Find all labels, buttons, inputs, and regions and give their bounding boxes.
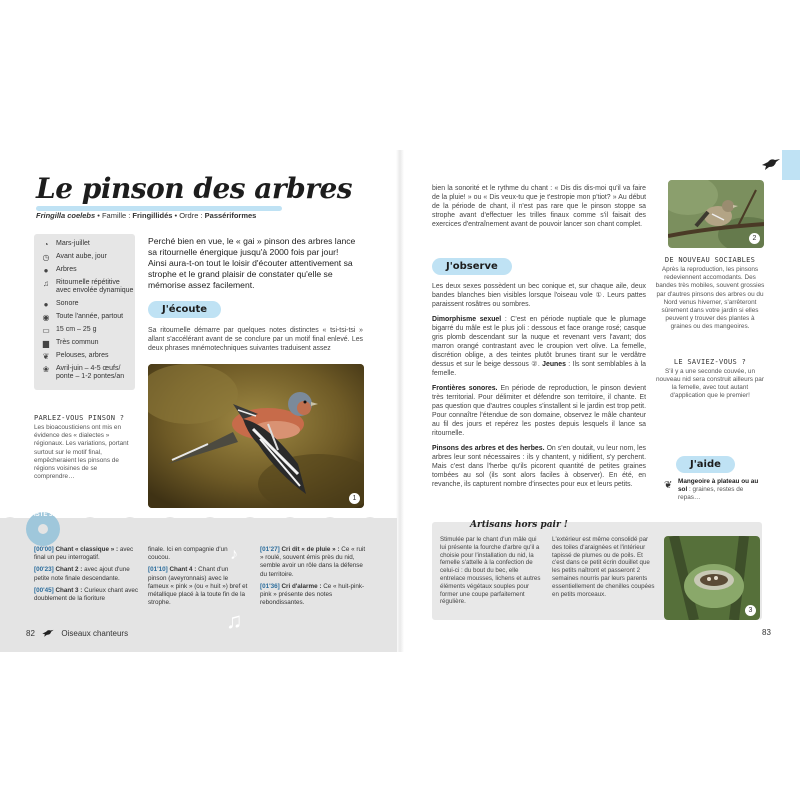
music-notes-icon: ♫ [226,608,243,633]
aide-text [678,478,764,503]
fact-text: Pelouses, arbres [56,352,109,359]
right-sidebar [655,256,765,400]
artisans-col-2: L'extérieur est même consolidé par des toiles d'araignées et l'intérieur tapissé de plumes ou de poils. Et c'est dans ce petit écrin douillet que les petits naîtront et passeront 2 semaines nourris par leurs parents essentiellement de chenilles coupées en petits morceaux. [552,536,655,598]
observe-heading: J'observe [432,258,512,275]
music-note-icon: ♫ [43,279,49,288]
fact-item [40,279,136,295]
track-label: Chant 3 : [55,586,83,594]
track-desc: finale. Ici en compagnie d'un coucou. [148,546,228,562]
artisans-title: Artisans hors pair ! [470,520,568,530]
fact-item [40,300,136,309]
photo-female-chaffinch [668,180,764,248]
photo-number: 3 [745,605,756,616]
track-label: Cri d'alarme : [281,582,322,590]
dimorphism-paragraph [432,315,646,378]
taxonomy-sep: • Famille : [95,211,133,220]
track-label: Chant « classique » : [55,546,119,553]
section-name: Oiseaux chanteurs [61,629,129,639]
paragraph-title: Dimorphisme sexuel [432,316,502,323]
track-timecode: [01'36] [260,582,280,590]
track-timecode: [00'00] [34,546,54,553]
track-desc: Curieux chant avec doublement de la fioriture [34,586,139,603]
observe-paragraph: Les deux sexes possèdent un bec conique et, sur chaque aile, deux bandes blanches bien visibles lorsque l'oiseau vole ①. Leurs pattes paraissent rosâtres ou sombres. [432,283,646,308]
ruler-icon: ▭ [42,326,50,335]
fact-text: Mars-juillet [56,240,90,247]
chant-continuation-text: bien la sonorité et le rythme du chant : « Dis dis dis-moi qu'il va faire de la pluie! » ou « Dis veux-tu que je t'estropie mon p'tiot? » Au début de la période de chant, il n'est pas rare que le pinson stoppe sa strophe avant d'effectuer les trilles finaux comme s'il faisait des exercices d'entraînement avant de pouvoir lancer son chant complet. [432,185,646,228]
fact-item [40,326,136,335]
fact-text: Avant aube, jour [56,253,107,260]
herbes-paragraph [432,444,646,489]
grain-icon: ❦ [664,480,673,491]
dialect-sidebar [34,414,134,481]
bird-silhouette-icon [760,156,782,177]
fact-item [40,339,136,348]
nest-icon: ❀ [42,365,50,374]
fact-text: Toute l'année, partout [56,313,124,320]
aide-bold: Mangeoire à plateau ou au sol [678,478,759,494]
paragraph-title: Frontières sonores. [432,385,498,392]
fact-text: 15 cm – 25 g [56,326,97,333]
photo-number: 1 [349,493,360,504]
track-label: Chant 2 : [55,566,83,574]
fact-box [34,234,135,390]
fact-item [40,240,136,249]
paragraph-body: : Ils sont semblables à la femelle. [432,361,646,377]
track-desc: Chant d'un pinson (aveyronnais) avec le fameux « pink » (ou « huit ») bref et métallique placé à la toute fin de la strophe. [148,566,248,607]
observe-section [432,282,646,489]
track-desc: Ce « huit-pink-pink » présente des notes rebondissantes. [260,582,365,607]
order-name: Passériformes [204,211,257,220]
track-item[interactable] [148,566,248,607]
aide-body: : graines, restes de repas… [678,486,744,502]
track-item[interactable] [34,566,140,582]
fact-text: Très commun [56,339,99,346]
page-title: Le pinson des arbres [36,172,353,205]
ecoute-heading: J'écoute [148,301,221,318]
taxonomy-sep-2: • Ordre : [172,211,205,220]
fact-item [40,253,136,262]
track-desc: avec ajout d'une petite note finale descendante. [34,566,130,582]
fact-text: Avril-juin – 4-5 œufs/ ponte – 1-2 pontes/an [56,365,125,380]
taxonomy-line [36,211,256,220]
signal-icon: ◔ [43,240,49,249]
tracks-column-3 [260,546,366,607]
clock-icon: ◷ [42,253,50,262]
photo-nest [664,536,760,620]
saviez-vous-text: S'il y a une seconde couvée, un nouveau nid sera construit ailleurs par la femelle, avec tout autant d'application que le premier! [656,367,764,400]
aide-heading: J'aide [676,456,735,473]
track-timecode: [01'10] [148,566,168,574]
fact-text: Arbres [56,266,77,273]
track-timecode: [01'27] [260,546,280,553]
saviez-vous-heading: LE SAVIEZ-VOUS ? [673,357,747,366]
page-number-left: 82 [26,629,35,639]
paragraph-title: Pinsons des arbres et des herbes. [432,445,545,452]
track-item[interactable] [34,546,140,562]
intro-paragraph: Perché bien en vue, le « gai » pinson des arbres lance sa ritournelle énergique jusqu'à 2000 fois par jour! Ainsi aura-t-on tout le loisir d'écouter attentivement sa strophe et le grand plaisir de constater qu'elle se mémorise assez facilement. [148,236,356,290]
track-timecode: [00'45] [34,586,54,594]
bird-footer-icon [40,628,56,640]
tracks-column-1 [34,546,140,603]
page-number-right: 83 [762,628,771,637]
track-desc: avec final un peu interrogatif. [34,546,134,562]
latin-name: Fringilla coelebs [36,211,96,220]
track-item[interactable] [260,583,366,608]
paragraph-body: En période de reproduction, le pinson devient très territorial. Pour délimiter et défendre son territoire, il chante. Et pas question que d'autres couples s'installent si le jardin est trop petit. Pour connaître l'étendue de son domaine, observez le mâle chanteur au fil des jours et repérez les postes depuis lesquels il lance sa ritournelle. [432,385,646,437]
cd-hole [38,524,48,534]
track-label: Cri dit « de pluie » : [281,546,340,553]
track-item[interactable] [34,587,140,603]
chart-icon: ▆ [42,339,50,348]
location-pin-icon: ● [43,266,49,275]
page-tab [782,150,800,180]
dialect-text: Les bioacousticiens ont mis en évidence des « dialectes » régionaux. Les variations, portant surtout sur le motif final, empêcheraient les pinsons de régions voisines de se comprendre… [34,424,129,481]
track-desc: Ce « ruit » roulé, souvent émis près du nid, semble avoir un rôle dans la défense du territoire. [260,546,366,578]
fact-item [40,352,136,361]
track-label: Chant 4 : [169,566,197,574]
book-spine [396,150,404,652]
track-timecode: [00'23] [34,566,54,574]
fact-item [40,365,136,381]
footer-left [26,628,128,640]
paragraph-body: On s'en doutait, vu leur nom, les arbres leur sont nécessaires : ils y chantent, y nidifient, s'y perchent. Mais c'est dans l'herbe qu'ils picorent quantité de petites graines tombées au sol (ils sont alors faciles à observer). En été, en revanche, ils capturent nombre d'insectes pour eux et leurs petits. [432,445,646,488]
track-item[interactable] [260,546,366,579]
frontieres-paragraph [432,384,646,438]
paragraph-title: Jeunes [542,361,566,368]
fact-text: Ritournelle répétitive avec envolée dynamique [56,279,134,294]
paragraph-body: : C'est en période nuptiale que le plumage bigarré du mâle est le plus joli : dessous et face orange rosé; casque gris plomb descendant sur la nuque et revenant vers l'avant; dos marron orangé contrastant avec le croupion vert olive. La femelle, discrétion oblige, a des teintes plutôt brunes tirant sur le verdâtre dessus et sur le beige dessous ②. [432,316,646,368]
leaf-icon: ❦ [42,352,50,361]
microphone-icon: ● [43,300,49,309]
artisans-col-1: Stimulée par le chant d'un mâle qui lui présente la fourche d'arbre qu'il a choisie pour l'installation du nid, la femelle s'attelle à la confection de celui-ci : du bout du bec, elle entrelace mousses, lichens et autres éléments végétaux souples pour former une coupe parfaitement régulière. [440,536,541,606]
fact-item [40,266,136,275]
photo-number: 2 [749,233,760,244]
photo-chaffinch-flight [148,364,364,508]
eye-icon: ◉ [42,313,50,322]
ecoute-text: Sa ritournelle démarre par quelques notes distinctes « tsi-tsi-tsi » allant s'accélérant avant de se conclure par un motif final enlevé. Les deux phrases mnémotechniques suivantes traduisent assez [148,327,363,352]
sociables-text: Après la reproduction, les pinsons redeviennent accomodants. Des bandes très mobiles, souvent grossies par d'autres pinsons des arbres ou du Nord venus hiverner, s'arrêteront sûrement dans votre jardin si elles peuvent y trouver des plantes à graines ou des mangeoires. [655,266,765,331]
dialect-heading: PARLEZ-VOUS PINSON ? [34,414,125,422]
piste-label: PISTE 38 [30,512,56,518]
sociables-heading: DE NOUVEAU SOCIABLES [664,256,756,264]
fact-item [40,313,136,322]
family-name: Fringillidés [132,211,173,220]
fact-text: Sonore [56,300,79,307]
wave-edge [0,512,397,522]
music-note-icon: ♪ [230,546,238,563]
